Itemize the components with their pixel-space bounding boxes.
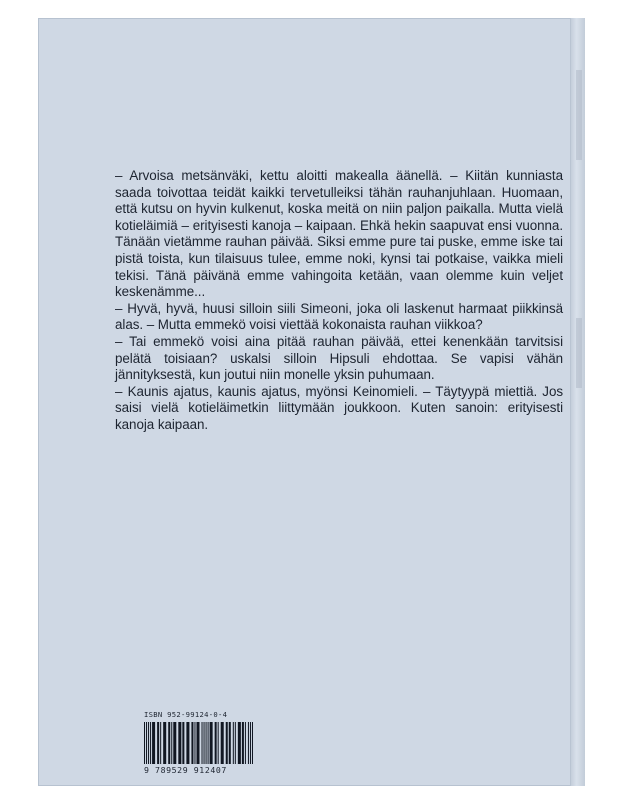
barcode-bar xyxy=(148,722,149,764)
blurb-paragraph-3: – Tai emmekö voisi aina pitää rauhan päivää, ettei kenenkään tarvitsisi pelätä toisiaan? uskalsi silloin Hipsuli ehdottaa. Se vapisi vähän jännityksestä, kun joutui niin monelle yksin puhumaan. xyxy=(115,333,563,383)
spine-mark xyxy=(576,318,582,388)
barcode-bar xyxy=(182,722,184,764)
barcode-bar xyxy=(146,722,147,764)
barcode-bar xyxy=(178,722,181,764)
barcode-bar xyxy=(250,722,251,764)
barcode-bar xyxy=(210,722,213,764)
barcode-bar xyxy=(226,722,228,764)
barcode xyxy=(144,722,254,764)
barcode-bar xyxy=(252,722,253,764)
isbn-label: ISBN 952-99124-0-4 xyxy=(144,710,228,719)
barcode-bar xyxy=(157,722,159,764)
barcode-bar xyxy=(206,722,207,764)
barcode-bar xyxy=(245,722,246,764)
barcode-bar xyxy=(160,722,161,764)
barcode-bar xyxy=(218,722,219,764)
barcode-bar xyxy=(152,722,155,764)
barcode-bar xyxy=(186,722,189,764)
spine-edge xyxy=(570,18,585,786)
barcode-bar xyxy=(150,722,151,764)
barcode-bar xyxy=(242,722,244,764)
barcode-number: 9 789529 912407 xyxy=(144,765,227,775)
barcode-bar xyxy=(171,722,172,764)
barcode-bar xyxy=(221,722,224,764)
barcode-bar xyxy=(191,722,193,764)
barcode-bar xyxy=(238,722,241,764)
barcode-bar xyxy=(194,722,195,764)
barcode-bar xyxy=(215,722,217,764)
barcode-bar xyxy=(202,722,203,764)
barcode-bar xyxy=(204,722,205,764)
barcode-bar xyxy=(233,722,234,764)
blurb-paragraph-1: – Arvoisa metsänväki, kettu aloitti makealla äänellä. – Kiitän kunniasta saada toivottaa teidät kaikki tervetulleiksi tähän rauhanjuhlaan. Huomaan, että kutsu on hyvin kulkenut, koska meitä on niin paljon paikalla. Mutta vielä kotieläimiä – erityisesti kanoja – kaipaan. Ehkä hekin saapuvat ensi vuonna. Tänään vietämme rauhan päivää. Siksi emme pure tai puske, emme iske tai pistä toista, kun tilaisuus tulee, emme noki, kynsi tai potkaise, vaikka mieli tekisi. Tänä päivänä emme vahingoita ketään, vaan olemme kuin veljet keskenämme... xyxy=(115,168,563,300)
barcode-bar xyxy=(229,722,231,764)
book-back-cover xyxy=(38,18,585,786)
barcode-bar xyxy=(208,722,209,764)
barcode-bar xyxy=(248,722,249,764)
barcode-bar xyxy=(163,722,166,764)
barcode-bar xyxy=(235,722,236,764)
barcode-bar xyxy=(144,722,145,764)
barcode-bar xyxy=(196,722,199,764)
blurb-paragraph-2: – Hyvä, hyvä, huusi silloin siili Simeoni, joka oli laskenut harmaat piikkinsä alas. – Mutta emmekö voisi viettää kokonaista rauhan viikkoa? xyxy=(115,300,563,333)
barcode-bar xyxy=(168,722,170,764)
isbn-block xyxy=(144,710,256,775)
blurb-paragraph-4: – Kaunis ajatus, kaunis ajatus, myönsi Keinomieli. – Täytyypä miettiä. Jos saisi vielä kotieläimetkin liittymään joukkoon. Kuten sanoin: erityisesti kanoja kaipaan. xyxy=(115,383,563,432)
blurb-text xyxy=(115,168,563,434)
barcode-bar xyxy=(173,722,176,764)
spine-mark xyxy=(576,70,582,160)
